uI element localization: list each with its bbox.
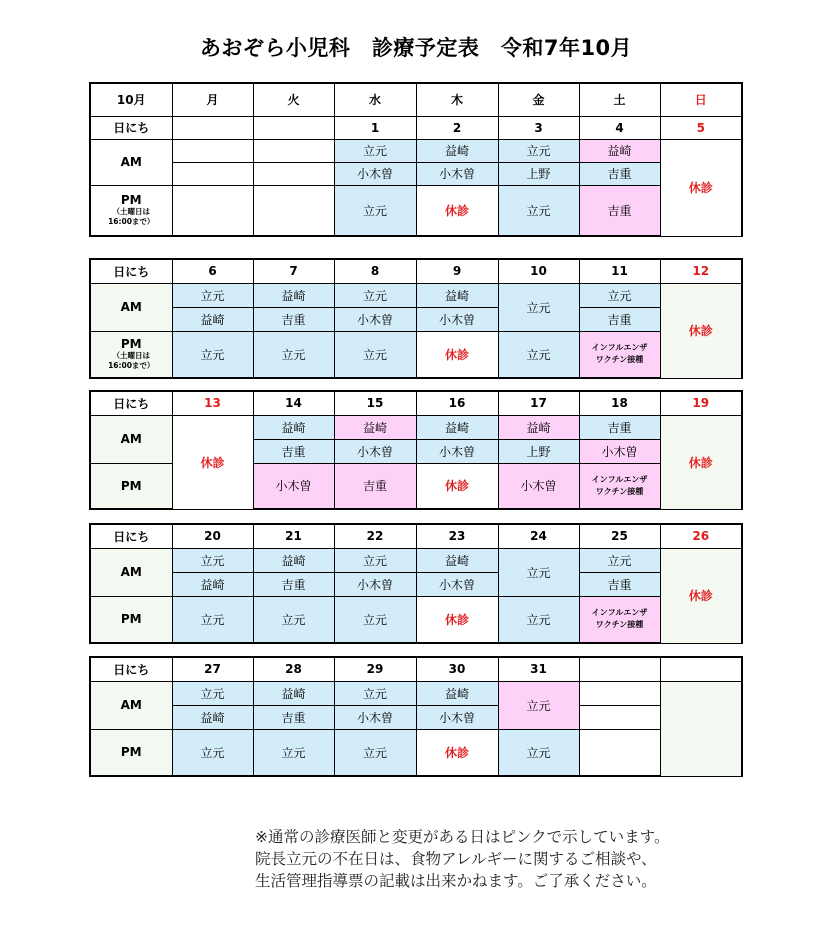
footnote-line-3: 生活管理指導票の記載は出来かねます。ご了承ください。 — [255, 872, 657, 890]
schedule-cell: 吉重 — [579, 415, 660, 439]
closed-cell: 休診 — [660, 415, 742, 509]
date-cell: 24 — [498, 524, 579, 548]
schedule-cell — [253, 185, 334, 236]
date-cell-sunday — [660, 657, 742, 681]
schedule-cell: 立元 — [334, 139, 416, 162]
date-cell — [579, 657, 660, 681]
am-row-1 — [90, 681, 742, 705]
schedule-cell-changed: 益崎 — [334, 415, 416, 439]
empty-cell — [579, 705, 660, 729]
am-label: AM — [90, 415, 172, 463]
schedule-cell: 立元 — [334, 729, 416, 776]
weekday-tue: 火 — [253, 83, 334, 116]
schedule-cell: 小木曽 — [416, 162, 498, 185]
closed-cell: 休診 — [416, 185, 498, 236]
schedule-cell: 立元 — [498, 139, 579, 162]
vaccination-line-1: インフルエンザ — [591, 608, 648, 618]
date-cell: 3 — [498, 116, 579, 139]
schedule-cell: 吉重 — [579, 162, 660, 185]
empty-cell — [579, 729, 660, 776]
date-row — [90, 259, 742, 283]
vaccination-line-2: ワクチン接種 — [595, 620, 644, 630]
date-cell: 31 — [498, 657, 579, 681]
schedule-cell-changed: 小木曽 — [253, 463, 334, 509]
schedule-cell-changed: 益崎 — [498, 415, 579, 439]
pm-label-text: PM — [120, 193, 142, 208]
schedule-cell: 小木曽 — [334, 572, 416, 596]
am-row-1 — [90, 139, 742, 162]
date-cell: 27 — [172, 657, 253, 681]
schedule-cell: 小木曽 — [416, 439, 498, 463]
vaccination-cell — [579, 331, 660, 378]
pm-label — [90, 185, 172, 236]
am-label: AM — [90, 681, 172, 729]
schedule-cell: 立元 — [172, 548, 253, 572]
pm-note-line-1: （土曜日は — [112, 207, 150, 217]
schedule-cell: 益崎 — [253, 415, 334, 439]
date-label: 日にち — [90, 259, 172, 283]
date-cell: 1 — [334, 116, 416, 139]
date-cell: 15 — [334, 391, 416, 415]
date-cell: 30 — [416, 657, 498, 681]
pm-label: PM — [90, 596, 172, 643]
closed-cell: 休診 — [416, 463, 498, 509]
schedule-cell: 吉重 — [253, 307, 334, 331]
date-cell: 11 — [579, 259, 660, 283]
schedule-cell — [253, 139, 334, 162]
schedule-cell: 立元 — [172, 729, 253, 776]
schedule-cell: 小木曽 — [416, 705, 498, 729]
schedule-cell: 吉重 — [253, 705, 334, 729]
date-cell: 16 — [416, 391, 498, 415]
date-cell: 17 — [498, 391, 579, 415]
date-row — [90, 116, 742, 139]
empty-cell — [579, 681, 660, 705]
page-title: あおぞら小児科 診療予定表 令和7年10月 — [199, 36, 633, 60]
weekday-sat: 土 — [579, 83, 660, 116]
schedule-cell: 立元 — [498, 548, 579, 596]
pm-label-text: PM — [120, 337, 142, 352]
schedule-cell: 立元 — [253, 729, 334, 776]
schedule-cell: 立元 — [334, 283, 416, 307]
date-cell: 29 — [334, 657, 416, 681]
schedule-cell: 益崎 — [416, 283, 498, 307]
schedule-cell: 小木曽 — [416, 572, 498, 596]
pm-note-line-2: 16:00まで） — [108, 361, 155, 371]
date-cell-holiday: 13 — [172, 391, 253, 415]
schedule-cell: 益崎 — [172, 307, 253, 331]
vaccination-line-2: ワクチン接種 — [595, 355, 644, 365]
am-row-2 — [90, 572, 742, 596]
date-cell: 8 — [334, 259, 416, 283]
date-cell: 9 — [416, 259, 498, 283]
date-cell: 22 — [334, 524, 416, 548]
schedule-cell-changed: 立元 — [498, 681, 579, 729]
schedule-week-2 — [89, 258, 743, 379]
closed-cell: 休診 — [660, 283, 742, 378]
schedule-cell: 上野 — [498, 162, 579, 185]
date-cell-sunday: 19 — [660, 391, 742, 415]
date-cell — [172, 116, 253, 139]
schedule-cell: 益崎 — [416, 139, 498, 162]
date-cell: 4 — [579, 116, 660, 139]
date-row — [90, 524, 742, 548]
schedule-cell — [253, 162, 334, 185]
am-row-2 — [90, 162, 742, 185]
pm-row — [90, 596, 742, 643]
vaccination-line-1: インフルエンザ — [591, 474, 648, 484]
vaccination-cell — [579, 463, 660, 509]
schedule-cell: 益崎 — [253, 283, 334, 307]
pm-label — [90, 331, 172, 378]
schedule-cell: 立元 — [334, 681, 416, 705]
pm-row — [90, 185, 742, 236]
schedule-week-4 — [89, 523, 743, 644]
date-cell: 21 — [253, 524, 334, 548]
schedule-cell: 立元 — [498, 331, 579, 378]
footnote-line-1: ※通常の診療医師と変更がある日はピンクで示しています。 — [255, 828, 670, 846]
vaccination-line-1: インフルエンザ — [591, 343, 648, 353]
vaccination-cell — [579, 596, 660, 643]
weekday-mon: 月 — [172, 83, 253, 116]
date-cell: 18 — [579, 391, 660, 415]
schedule-cell: 益崎 — [416, 415, 498, 439]
schedule-cell: 吉重 — [253, 572, 334, 596]
date-label: 日にち — [90, 524, 172, 548]
schedule-cell: 立元 — [172, 331, 253, 378]
date-cell: 25 — [579, 524, 660, 548]
schedule-cell: 立元 — [498, 596, 579, 643]
am-row-1 — [90, 415, 742, 439]
am-label: AM — [90, 283, 172, 331]
date-cell: 20 — [172, 524, 253, 548]
schedule-cell-changed: 益崎 — [579, 139, 660, 162]
am-row-1 — [90, 283, 742, 307]
schedule-cell: 小木曽 — [334, 439, 416, 463]
footnote — [255, 826, 669, 892]
schedule-cell: 益崎 — [253, 548, 334, 572]
schedule-cell: 立元 — [334, 331, 416, 378]
pm-row — [90, 729, 742, 776]
closed-cell: 休診 — [416, 729, 498, 776]
date-cell: 10 — [498, 259, 579, 283]
schedule-cell — [172, 162, 253, 185]
schedule-cell: 小木曽 — [334, 307, 416, 331]
schedule-cell: 小木曽 — [334, 162, 416, 185]
schedule-cell — [172, 185, 253, 236]
date-label: 日にち — [90, 391, 172, 415]
schedule-cell: 立元 — [579, 548, 660, 572]
schedule-cell: 吉重 — [253, 439, 334, 463]
date-cell: 6 — [172, 259, 253, 283]
schedule-cell: 上野 — [498, 439, 579, 463]
weekday-sun: 日 — [660, 83, 742, 116]
pm-row — [90, 331, 742, 378]
schedule-cell: 益崎 — [253, 681, 334, 705]
pm-label: PM — [90, 729, 172, 776]
schedule-week-3 — [89, 390, 743, 510]
schedule-cell: 小木曽 — [416, 307, 498, 331]
schedule-cell: 立元 — [334, 596, 416, 643]
date-cell: 7 — [253, 259, 334, 283]
schedule-cell: 立元 — [172, 681, 253, 705]
schedule-week-1 — [89, 82, 743, 237]
schedule-cell: 益崎 — [416, 681, 498, 705]
closed-cell: 休診 — [416, 596, 498, 643]
schedule-cell-changed: 小木曽 — [498, 463, 579, 509]
schedule-cell: 益崎 — [172, 705, 253, 729]
schedule-cell-changed: 小木曽 — [579, 439, 660, 463]
date-cell — [253, 116, 334, 139]
schedule-week-5 — [89, 656, 743, 777]
pm-note-line-2: 16:00まで） — [108, 217, 155, 227]
schedule-cell-changed: 吉重 — [579, 185, 660, 236]
closed-cell: 休診 — [660, 548, 742, 643]
date-cell: 2 — [416, 116, 498, 139]
pm-label: PM — [90, 463, 172, 509]
vaccination-line-2: ワクチン接種 — [595, 486, 644, 496]
schedule-cell: 吉重 — [579, 307, 660, 331]
date-cell-sunday: 5 — [660, 116, 742, 139]
date-cell: 28 — [253, 657, 334, 681]
schedule-cell: 立元 — [334, 548, 416, 572]
am-row-1 — [90, 548, 742, 572]
schedule-cell: 立元 — [172, 283, 253, 307]
am-row-2 — [90, 705, 742, 729]
schedule-cell: 立元 — [172, 596, 253, 643]
month-header: 10月 — [90, 83, 172, 116]
schedule-cell: 立元 — [334, 185, 416, 236]
date-row — [90, 391, 742, 415]
schedule-cell: 立元 — [498, 283, 579, 331]
am-label: AM — [90, 139, 172, 185]
schedule-cell: 益崎 — [172, 572, 253, 596]
closed-cell: 休診 — [660, 139, 742, 236]
date-cell-sunday: 26 — [660, 524, 742, 548]
date-cell-sunday: 12 — [660, 259, 742, 283]
closed-cell: 休診 — [416, 331, 498, 378]
schedule-cell: 小木曽 — [334, 705, 416, 729]
closed-cell: 休診 — [172, 415, 253, 509]
schedule-cell: 吉重 — [579, 572, 660, 596]
date-cell: 14 — [253, 391, 334, 415]
date-label: 日にち — [90, 657, 172, 681]
schedule-cell: 益崎 — [416, 548, 498, 572]
am-row-2 — [90, 307, 742, 331]
date-cell: 23 — [416, 524, 498, 548]
date-row — [90, 657, 742, 681]
empty-cell — [660, 681, 742, 776]
schedule-cell: 立元 — [498, 729, 579, 776]
am-label: AM — [90, 548, 172, 596]
weekday-wed: 水 — [334, 83, 416, 116]
schedule-cell-changed: 吉重 — [334, 463, 416, 509]
weekday-thu: 木 — [416, 83, 498, 116]
date-label: 日にち — [90, 116, 172, 139]
schedule-cell: 立元 — [253, 596, 334, 643]
schedule-cell: 立元 — [253, 331, 334, 378]
schedule-cell: 立元 — [579, 283, 660, 307]
footnote-line-2: 院長立元の不在日は、食物アレルギーに関するご相談や、 — [255, 850, 657, 868]
schedule-cell: 立元 — [498, 185, 579, 236]
pm-note-line-1: （土曜日は — [112, 351, 150, 361]
schedule-cell — [172, 139, 253, 162]
weekday-header-row — [90, 83, 742, 116]
weekday-fri: 金 — [498, 83, 579, 116]
